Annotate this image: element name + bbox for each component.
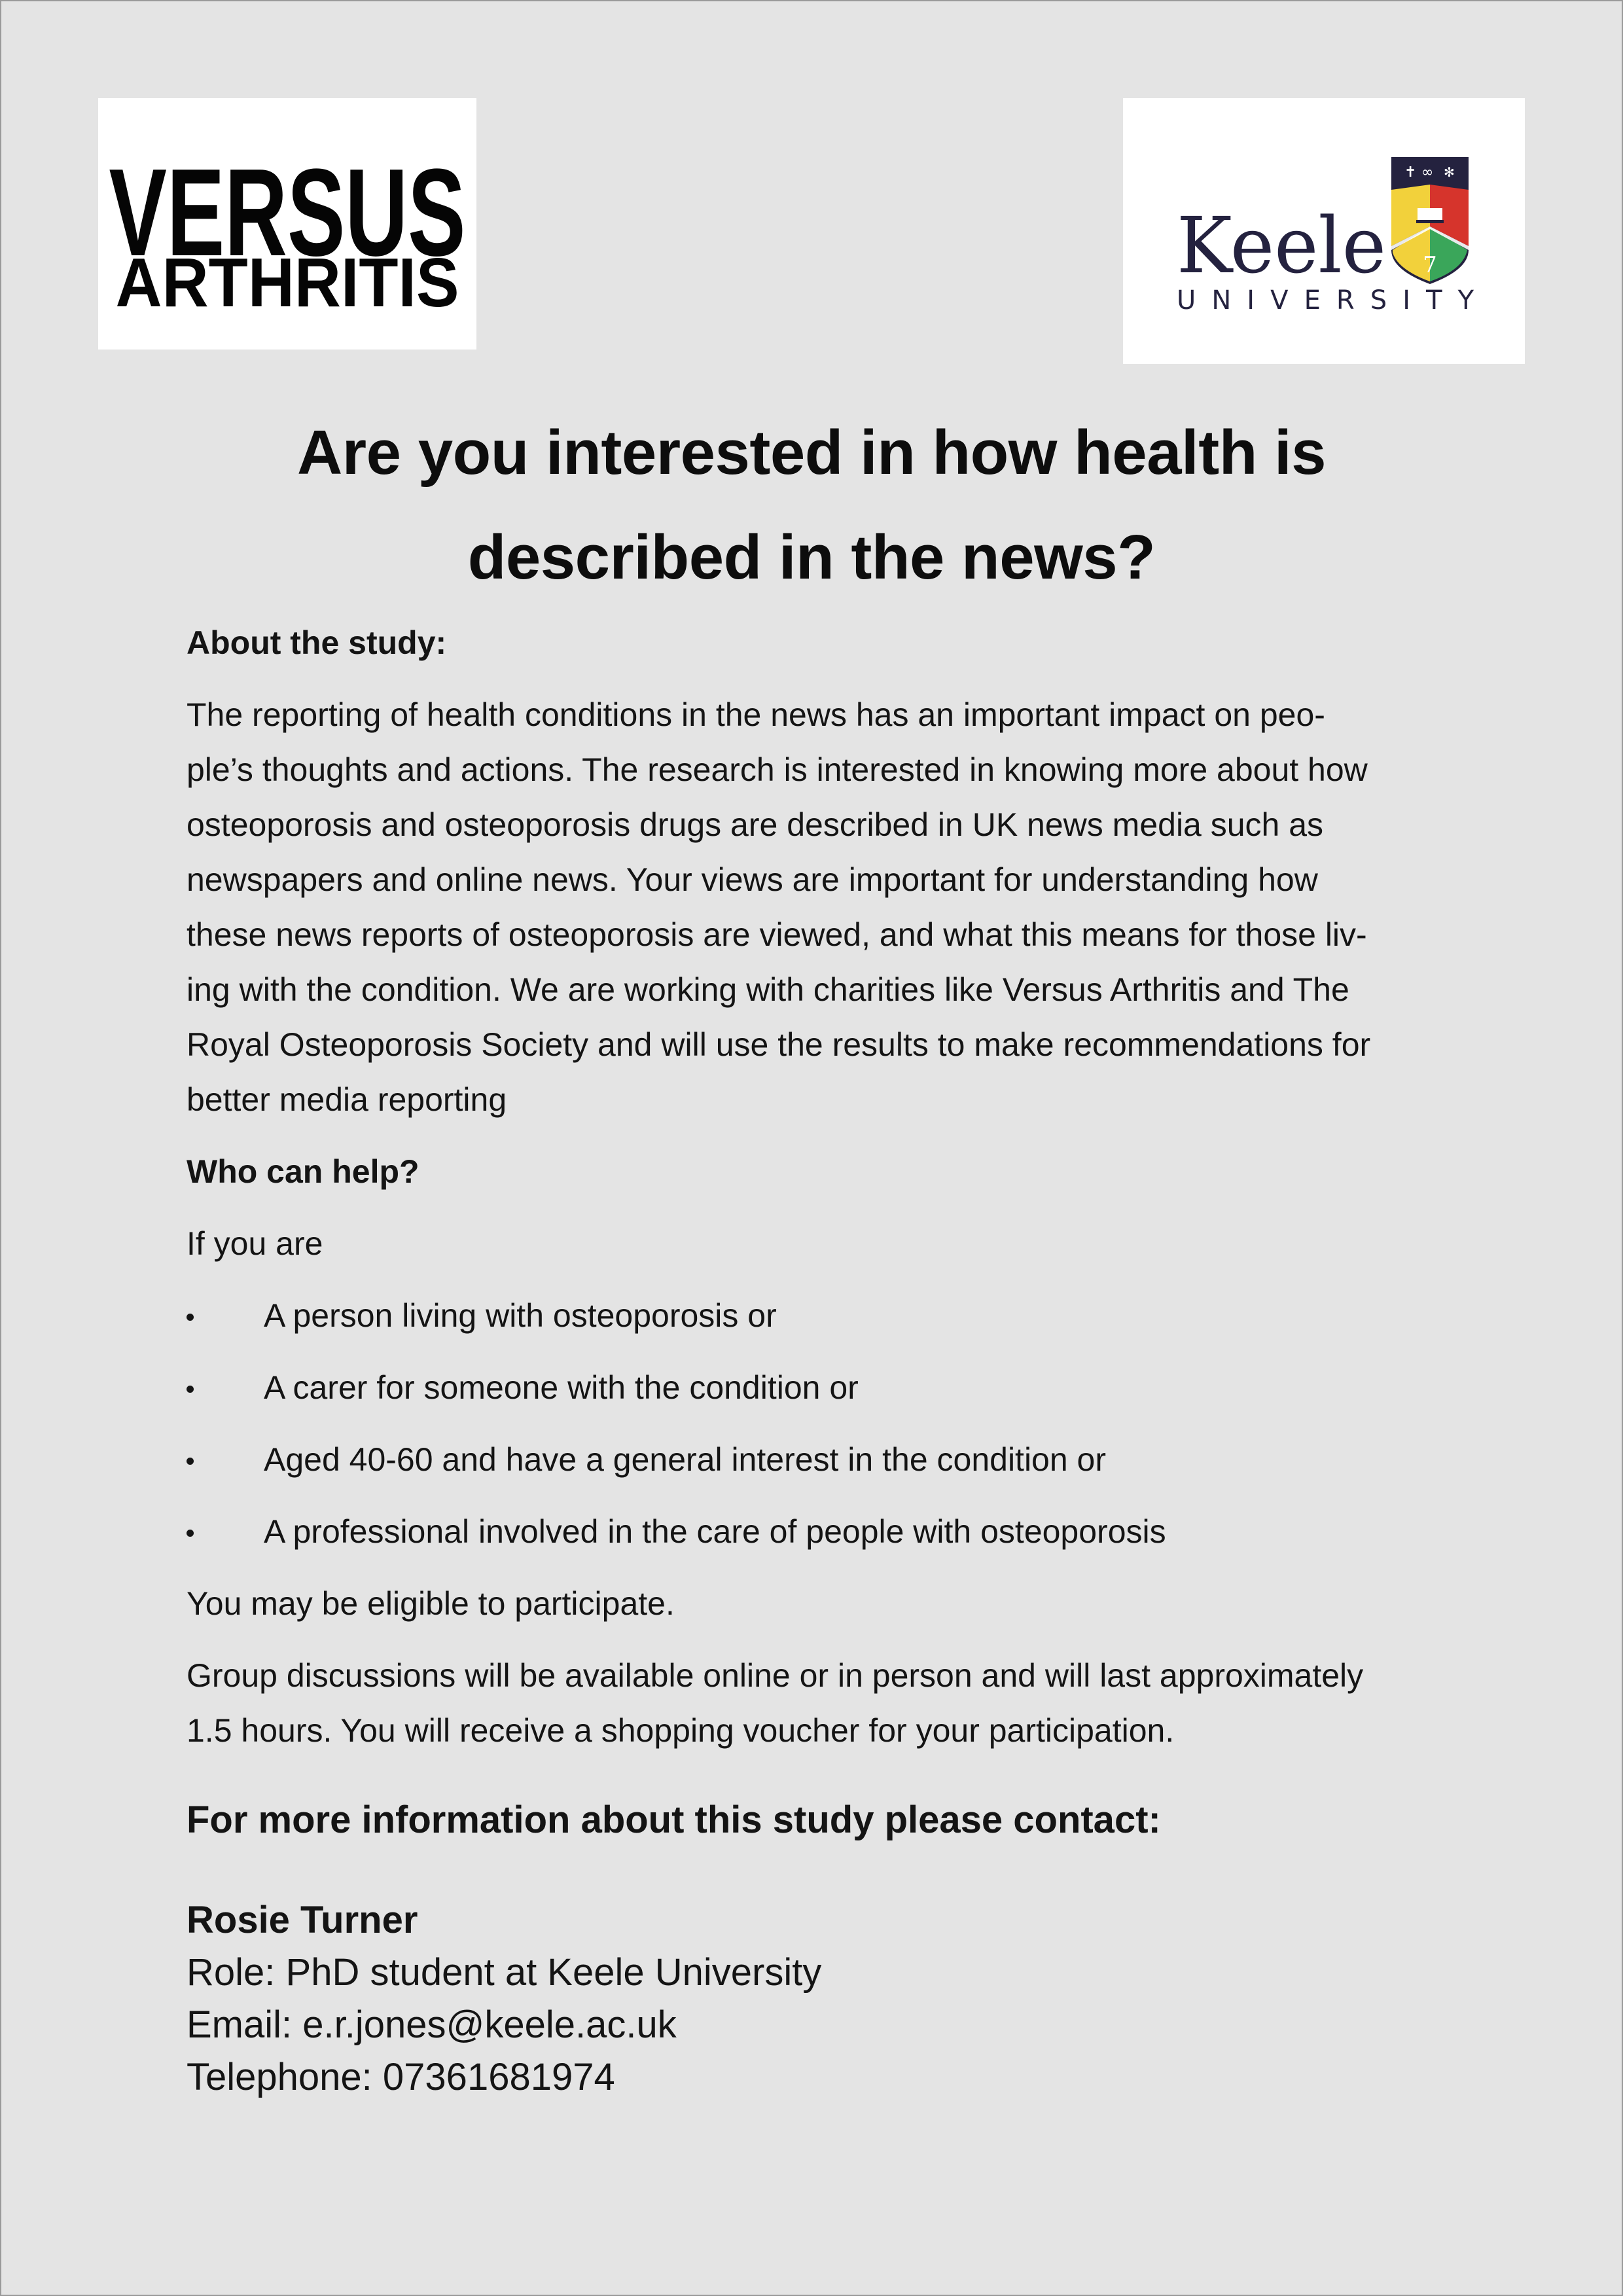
list-item	[187, 1504, 1463, 1559]
versus-arthritis-logo	[98, 98, 476, 350]
who-intro: If you are	[187, 1225, 323, 1262]
keele-wordmark: Keele	[1177, 200, 1386, 291]
about-paragraph	[187, 687, 1463, 1127]
list-item-text: A professional involved in the care of people with osteoporosis	[264, 1513, 1166, 1550]
contact-block	[187, 1894, 1463, 2104]
about-line: ple’s thoughts and actions. The research is interested in knowing more about how	[187, 751, 1368, 788]
contact-name: Rosie Turner	[187, 1899, 418, 1941]
list-item	[187, 1288, 1463, 1343]
keele-university-logo	[1123, 98, 1525, 364]
eligible-text: You may be eligible to participate.	[187, 1585, 675, 1622]
list-item-text: A person living with osteoporosis or	[264, 1297, 777, 1334]
about-line: osteoporosis and osteoporosis drugs are described in UK news media such as	[187, 806, 1324, 843]
bullet-icon	[187, 1314, 194, 1321]
keele-crest-numeral: 7	[1423, 252, 1437, 278]
svg-text:∞: ∞	[1421, 164, 1434, 181]
contact-telephone[interactable]: Telephone: 07361681974	[187, 2056, 615, 2098]
keele-subtitle: UNIVERSITY	[1177, 285, 1474, 315]
bullet-icon	[187, 1530, 194, 1537]
page-title-line1: Are you interested in how health is	[296, 418, 1327, 488]
about-line: better media reporting	[187, 1081, 507, 1118]
about-line: these news reports of osteoporosis are viewed, and what this means for those liv-	[187, 916, 1367, 953]
about-line: The reporting of health conditions in the news has an important impact on peo-	[187, 696, 1325, 733]
details-paragraph	[187, 1648, 1463, 1758]
page-title	[131, 401, 1492, 610]
page-title-line2: described in the news?	[467, 522, 1156, 592]
bullet-icon	[187, 1386, 194, 1393]
details-line: 1.5 hours. You will receive a shopping voucher for your participation.	[187, 1712, 1175, 1749]
versus-logo-line1: VERSUS	[109, 143, 466, 282]
svg-text:✝: ✝	[1404, 164, 1417, 181]
versus-logo-line2: ARTHRITIS	[115, 244, 459, 321]
svg-text:✻: ✻	[1444, 164, 1455, 180]
list-item	[187, 1360, 1463, 1415]
list-item	[187, 1432, 1463, 1487]
main-content	[187, 615, 1463, 2104]
list-item-text: A carer for someone with the condition or	[264, 1369, 859, 1406]
contact-email[interactable]: Email: e.r.jones@keele.ac.uk	[187, 2003, 677, 2046]
list-item-text: Aged 40-60 and have a general interest in the condition or	[264, 1441, 1107, 1478]
about-heading: About the study:	[187, 624, 447, 661]
eligibility-list	[187, 1288, 1463, 1559]
bullet-icon	[187, 1458, 194, 1465]
contact-heading: For more information about this study please contact:	[187, 1799, 1161, 1841]
keele-crest-icon	[1391, 157, 1469, 284]
who-heading: Who can help?	[187, 1153, 419, 1190]
about-line: ing with the condition. We are working with charities like Versus Arthritis and The	[187, 971, 1349, 1008]
contact-role: Role: PhD student at Keele University	[187, 1951, 822, 1994]
about-line: Royal Osteoporosis Society and will use the results to make recommendations for	[187, 1026, 1371, 1063]
details-line: Group discussions will be available online or in person and will last approximately	[187, 1657, 1364, 1694]
about-line: newspapers and online news. Your views are important for understanding how	[187, 861, 1318, 898]
